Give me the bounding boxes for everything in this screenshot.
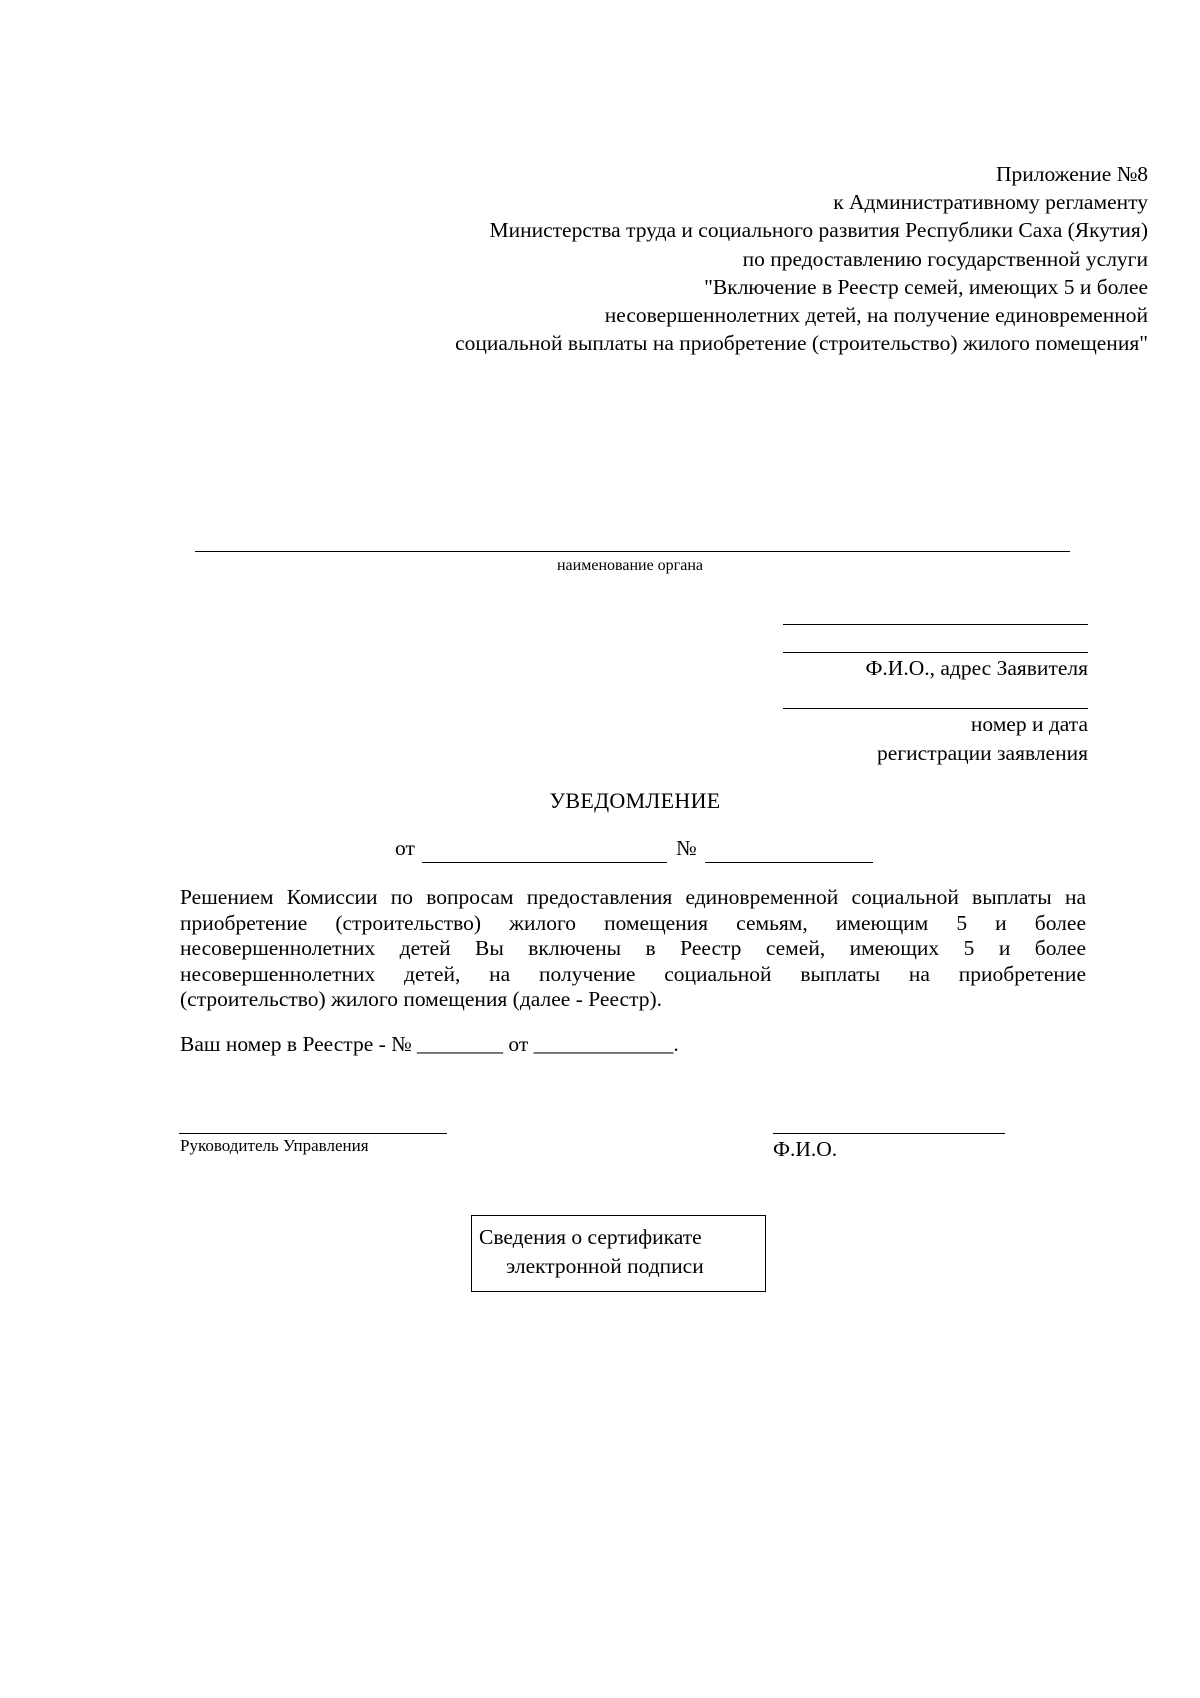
organ-name-line (195, 551, 1070, 552)
registry-number-blank: ________ (417, 1032, 504, 1056)
registry-prefix: Ваш номер в Реестре - № (180, 1032, 412, 1056)
appendix-line: несовершеннолетних детей, на получение единовременной (604, 303, 1148, 328)
number-label: № (676, 836, 697, 860)
notice-body (180, 885, 1086, 1013)
registry-suffix: . (673, 1032, 679, 1056)
applicant-line-2 (783, 652, 1088, 653)
body-line: (строительство) жилого помещения (далее - Реестр). (180, 987, 663, 1012)
registration-line (783, 708, 1088, 709)
registration-caption-line: номер и дата (970, 712, 1088, 736)
position-caption: Руководитель Управления (180, 1136, 369, 1155)
organ-name-caption: наименование органа (556, 557, 703, 574)
fio-caption: Ф.И.О. (773, 1137, 838, 1161)
notice-title: УВЕДОМЛЕНИЕ (549, 788, 721, 813)
date-blank-line (422, 862, 667, 863)
appendix-line: к Административному регламенту (833, 190, 1148, 215)
appendix-line: по предоставлению государственной услуги (742, 246, 1148, 271)
body-line: Решением Комиссии по вопросам предоставления единовременной социальной выплаты на (180, 885, 1086, 909)
registry-number-line (180, 1032, 679, 1057)
appendix-line: Министерства труда и социального развития Республики Саха (Якутия) (489, 218, 1148, 243)
registry-date-blank: _____________ (533, 1032, 674, 1056)
certificate-info-box (471, 1215, 766, 1292)
certificate-line: электронной подписи (506, 1254, 704, 1278)
from-label: от (395, 836, 415, 860)
body-line: приобретение (строительство) жилого помещения семьям, имеющим 5 и более (180, 910, 1086, 935)
fio-line (773, 1133, 1005, 1134)
body-line: несовершеннолетних детей, на получение социальной выплаты на приобретение (180, 961, 1086, 986)
signature-line (179, 1133, 447, 1134)
body-line: несовершеннолетних детей Вы включены в Реестр семей, имеющих 5 и более (180, 936, 1086, 961)
appendix-line: Приложение №8 (995, 162, 1148, 186)
appendix-header (328, 160, 1148, 357)
registry-from-label: от (508, 1032, 529, 1056)
registration-caption (877, 710, 1088, 767)
registration-caption-line: регистрации заявления (877, 740, 1088, 765)
certificate-line: Сведения о сертификате (479, 1225, 702, 1249)
applicant-line-1 (783, 624, 1088, 625)
appendix-line: "Включение в Реестр семей, имеющих 5 и более (704, 274, 1148, 299)
appendix-line: социальной выплаты на приобретение (строительство) жилого помещения" (455, 331, 1148, 356)
number-blank-line (705, 862, 873, 863)
applicant-caption: Ф.И.О., адрес Заявителя (865, 656, 1088, 680)
